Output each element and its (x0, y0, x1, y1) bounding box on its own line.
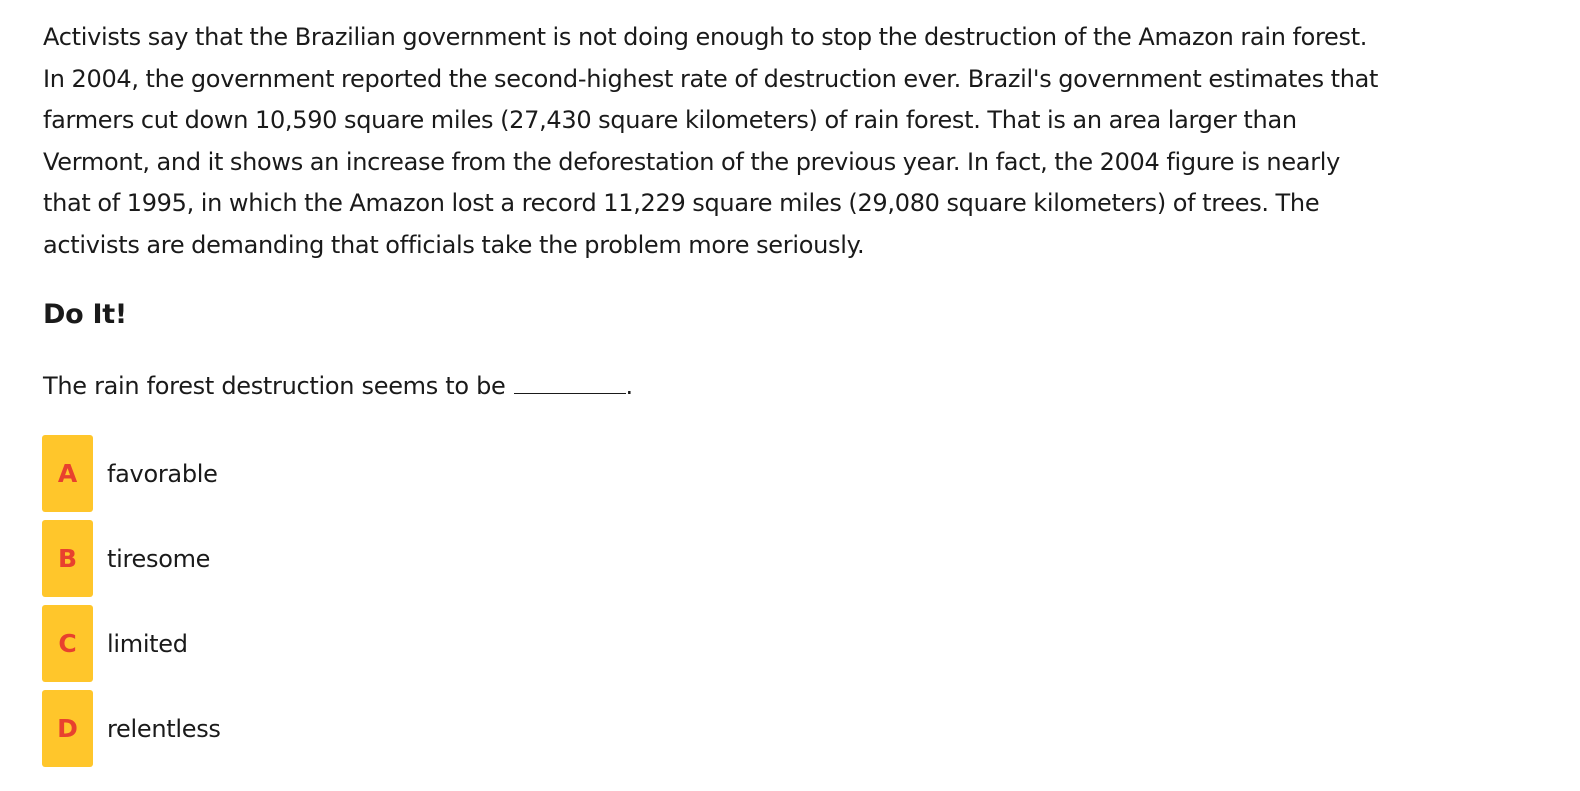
question-end: . (625, 372, 633, 400)
passage-line: Vermont, and it shows an increase from the deforestation of the previous year. In fact, the 2004 figure is nearly (43, 147, 1341, 176)
passage-line: that of 1995, in which the Amazon lost a record 11,229 square miles (29,080 square kilometers) of trees. The (43, 189, 1320, 218)
option-d[interactable] (42, 690, 221, 767)
passage-line: activists are demanding that officials take the problem more seriously. (43, 230, 865, 259)
reading-passage (43, 17, 1563, 267)
option-letter-badge: A (42, 435, 93, 512)
option-letter-badge: C (42, 605, 93, 682)
question-prompt (43, 368, 633, 404)
section-heading: Do It! (43, 299, 127, 330)
answer-blank (514, 369, 626, 394)
option-text: tiresome (107, 544, 211, 573)
passage-line: In 2004, the government reported the second-highest rate of destruction ever. Brazil's government estimates that (43, 64, 1379, 93)
passage-line: farmers cut down 10,590 square miles (27,430 square kilometers) of rain forest. That is an area larger than (43, 106, 1297, 135)
option-a[interactable] (42, 435, 221, 512)
option-text: limited (107, 629, 188, 658)
option-letter-badge: B (42, 520, 93, 597)
option-text: relentless (107, 714, 221, 743)
passage-line: Activists say that the Brazilian government is not doing enough to stop the destruction of the Amazon rain forest. (43, 23, 1368, 51)
option-c[interactable] (42, 605, 221, 682)
option-text: favorable (107, 459, 218, 488)
option-b[interactable] (42, 520, 221, 597)
option-letter-badge: D (42, 690, 93, 767)
answer-options (42, 435, 221, 775)
question-text: The rain forest destruction seems to be (43, 372, 506, 400)
